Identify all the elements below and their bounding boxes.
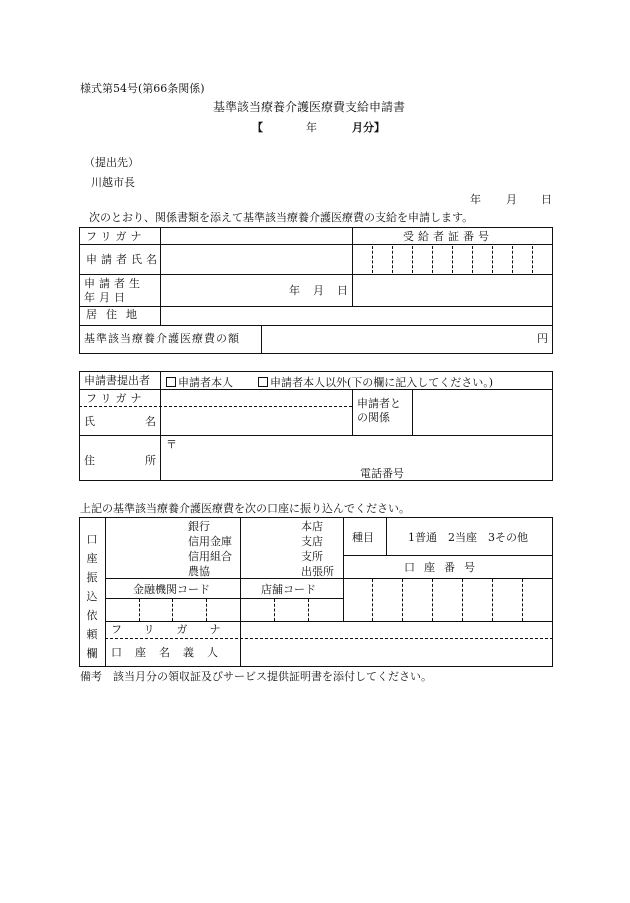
- dob-year: 年: [289, 284, 300, 297]
- branch-code-field[interactable]: [242, 600, 342, 620]
- date-year: 年: [470, 193, 481, 206]
- submitter-label: 申請書提出者: [84, 374, 150, 387]
- bank-side-label: 口座振込依頼欄: [86, 533, 98, 660]
- inst-type-shinkin: 信用金庫: [188, 535, 232, 548]
- branch-name-field[interactable]: [242, 519, 298, 576]
- bank-intro-text: 上記の基準該当療養介護医療費を次の口座に振り込んでください。: [80, 502, 410, 515]
- account-type-label: 種目: [352, 531, 374, 544]
- submitter-furigana-field[interactable]: [161, 391, 350, 405]
- dob-day: 日: [337, 284, 348, 297]
- applicant-address-field[interactable]: [161, 307, 551, 324]
- submitter-furigana-label: フリガナ: [86, 392, 146, 405]
- option-self-label: 申請者本人: [178, 376, 233, 389]
- branch-type-main: 本店: [301, 520, 323, 533]
- branch-type-branch: 支店: [301, 535, 323, 548]
- date-day: 日: [541, 193, 552, 206]
- date-month: 月: [506, 193, 517, 206]
- applicant-dob-field[interactable]: [161, 276, 281, 304]
- account-type-options[interactable]: 1普通 2当座 3その他: [408, 531, 528, 544]
- period-year: 年: [306, 121, 317, 134]
- intro-text: 次のとおり、関係書類を添えて基準該当療養介護医療費の支給を申請します。: [89, 211, 474, 224]
- option-self-checkbox[interactable]: [166, 377, 176, 387]
- relation-field[interactable]: [413, 391, 551, 434]
- inst-type-nokyo: 農協: [188, 565, 210, 578]
- amount-field[interactable]: [262, 327, 532, 352]
- submitter-address-label-2: 所: [145, 454, 156, 467]
- branch-type-office: 出張所: [301, 565, 334, 578]
- cert-number-label: 受給者証番号: [403, 230, 493, 243]
- option-other[interactable]: [258, 374, 493, 390]
- submitter-address-label-1: 住: [84, 454, 95, 467]
- inst-name-field[interactable]: [107, 519, 185, 576]
- applicant-furigana-field[interactable]: [161, 229, 349, 243]
- holder-name-label: 口座名義人: [111, 646, 231, 659]
- period-open: 【: [252, 121, 263, 134]
- dob-month: 月: [313, 284, 324, 297]
- submitter-name-label-2: 名: [145, 415, 156, 428]
- option-self[interactable]: [166, 374, 233, 390]
- postal-mark: 〒: [166, 438, 177, 451]
- branch-code-label: 店舗コード: [261, 583, 316, 596]
- phone-label: 電話番号: [360, 467, 404, 480]
- option-other-checkbox[interactable]: [258, 377, 268, 387]
- relation-label: 申請者との関係: [357, 397, 401, 424]
- inst-type-bank: 銀行: [188, 520, 210, 533]
- applicant-furigana-label: フリガナ: [86, 230, 146, 243]
- holder-name-field[interactable]: [242, 640, 551, 665]
- submitter-name-field[interactable]: [161, 408, 350, 434]
- inst-code-label: 金融機関コード: [133, 583, 210, 596]
- branch-type-sub: 支所: [301, 550, 323, 563]
- applicant-name-label: 申請者氏名: [86, 253, 161, 266]
- holder-furigana-label: フリガナ: [111, 623, 243, 636]
- applicant-address-label: 居住地: [86, 308, 146, 321]
- recipient-label: （提出先）: [84, 156, 139, 169]
- recipient-name: 川越市長: [91, 176, 135, 189]
- inst-type-shinkumi: 信用組合: [188, 550, 232, 563]
- applicant-name-field[interactable]: [161, 246, 349, 273]
- holder-furigana-field[interactable]: [242, 623, 551, 637]
- note-text: 備考 該当月分の領収証及びサービス提供証明書を添付してください。: [80, 670, 432, 683]
- form-number: 様式第54号(第66条関係): [80, 82, 205, 95]
- applicant-dob-label: 申請者生年月日: [84, 277, 144, 304]
- period-month: 月分】: [352, 121, 385, 134]
- submitter-address-field[interactable]: [161, 437, 551, 479]
- account-number-label: 口座番号: [404, 561, 484, 574]
- form-title: 基準該当療養介護医療費支給申請書: [213, 100, 406, 114]
- option-other-label: 申請者本人以外(下の欄に記入してください。): [270, 376, 494, 389]
- inst-code-field[interactable]: [107, 600, 239, 620]
- amount-label: 基準該当療養介護医療費の額: [84, 332, 240, 345]
- account-number-field[interactable]: [345, 580, 551, 620]
- submitter-name-label-1: 氏: [84, 415, 95, 428]
- amount-unit: 円: [537, 332, 548, 345]
